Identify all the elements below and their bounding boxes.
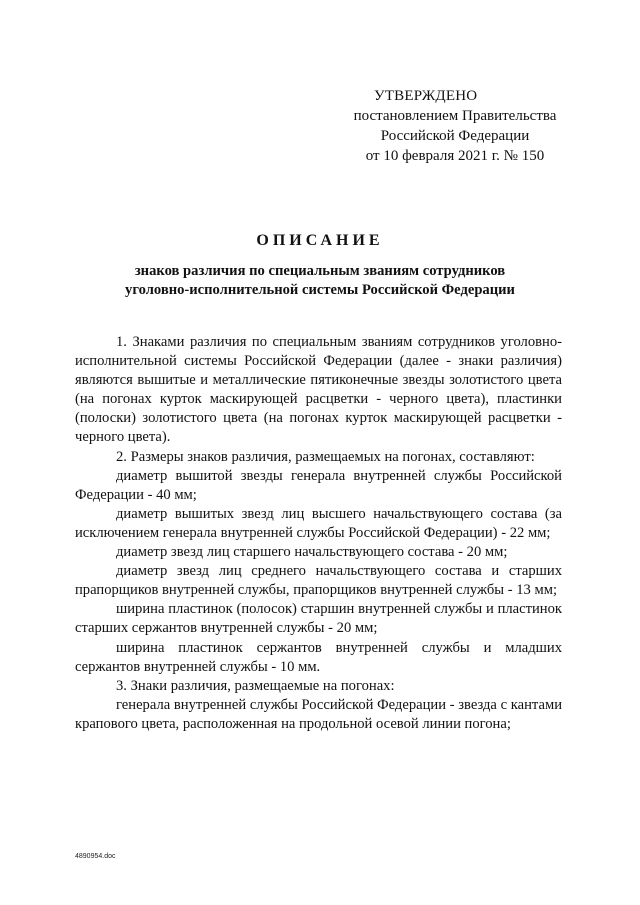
paragraph-4: диаметр вышитых звезд лиц высшего начальствующего состава (за исключением генерала внутренней службы Российской Федерации) - 22 мм; bbox=[75, 505, 562, 541]
paragraph-9: 3. Знаки различия, размещаемые на погонах: bbox=[116, 677, 395, 694]
subtitle-line-2: уголовно-исполнительной системы Российской Федерации bbox=[125, 282, 515, 298]
paragraph-6: диаметр звезд лиц среднего начальствующего состава и старших прапорщиков внутренней службы, прапорщиков внутренней службы - 13 мм; bbox=[75, 563, 562, 599]
approval-line-resolution: постановлением Правительства bbox=[353, 108, 557, 124]
file-reference: 4890954.doc bbox=[75, 853, 116, 860]
approval-line-federation: Российской Федерации bbox=[380, 128, 530, 144]
approval-line-date-number: от 10 февраля 2021 г. № 150 bbox=[365, 148, 545, 164]
approval-stamp: УТВЕРЖДЕНО bbox=[374, 88, 478, 104]
paragraph-10: генерала внутренней службы Российской Федерации - звезда с кантами крапового цвета, расположенная на продольной осевой линии погона; bbox=[75, 696, 562, 732]
paragraph-8: ширина пластинок сержантов внутренней службы и младших сержантов внутренней службы - 10 мм. bbox=[75, 639, 562, 675]
document-body bbox=[75, 333, 562, 734]
paragraph-2: 2. Размеры знаков различия, размещаемых на погонах, составляют: bbox=[116, 448, 535, 465]
paragraph-3: диаметр вышитой звезды генерала внутренней службы Российской Федерации - 40 мм; bbox=[75, 467, 562, 503]
paragraph-7: ширина пластинок (полосок) старшин внутренней службы и пластинок старших сержантов внутренней службы - 20 мм; bbox=[75, 601, 562, 637]
document-title: ОПИСАНИЕ bbox=[256, 232, 384, 249]
subtitle-line-1: знаков различия по специальным званиям сотрудников bbox=[134, 263, 506, 279]
paragraph-1: 1. Знаками различия по специальным званиям сотрудников уголовно-исполнительной системы Российской Федерации (далее - знаки различия) являются вышитые и металлические пятиконечные звезды золотистого цвета (на погонах курток маскирующей расцветки - черного цвета), пластинки (полоски) золотистого цвета (на погонах курток маскирующей расцветки - черного цвета). bbox=[75, 334, 562, 446]
document-subtitle bbox=[80, 262, 560, 300]
approval-block bbox=[340, 86, 570, 166]
paragraph-5: диаметр звезд лиц старшего начальствующего состава - 20 мм; bbox=[116, 544, 508, 561]
